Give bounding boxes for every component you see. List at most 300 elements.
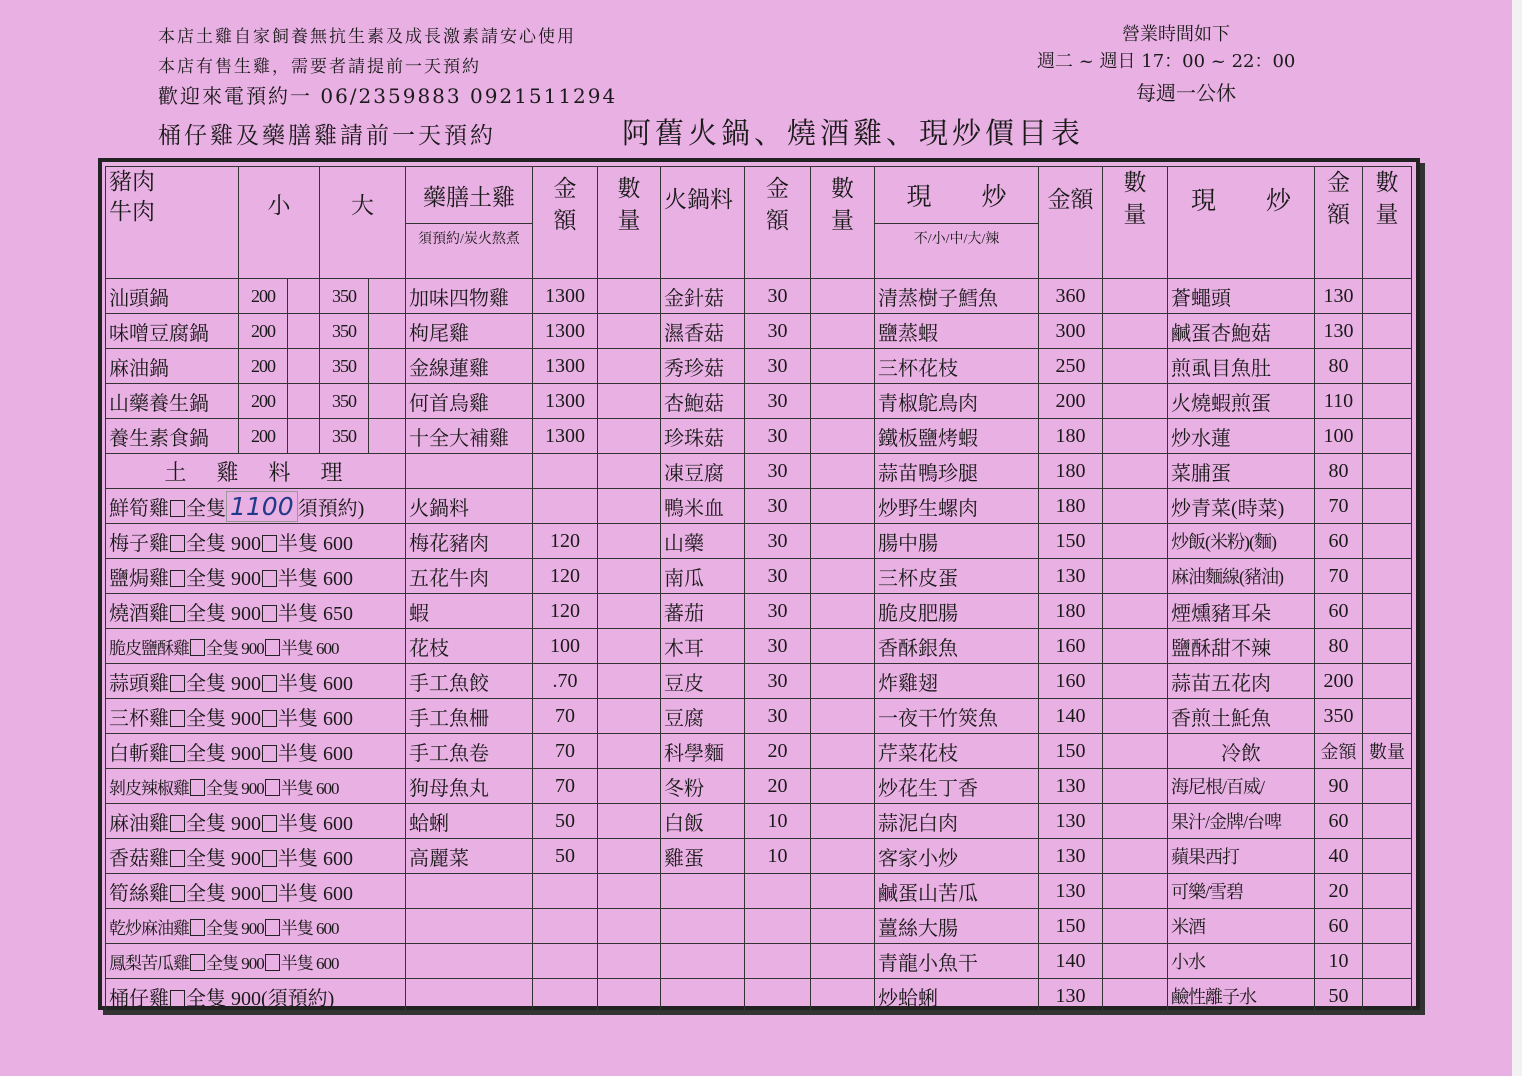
qty-cell [811, 944, 875, 979]
qty-cell [598, 664, 661, 699]
qty-cell [811, 909, 875, 944]
drink-name: 果汁/金牌/台啤 [1168, 804, 1315, 839]
pot-name: 山藥養生鍋 [106, 384, 239, 419]
stirfry-price: 130 [1039, 804, 1103, 839]
closed-day: 每週一公休 [1136, 81, 1236, 105]
qty-char-1: 數 [1123, 170, 1147, 195]
chicken-name: 乾炒麻油雞 [109, 918, 189, 938]
hotpot-meat-name: 狗母魚丸 [406, 769, 533, 804]
pot-large-price: 350 [320, 314, 369, 349]
hotpot-meat-price: 50 [533, 839, 598, 874]
header-beef: 牛肉 [109, 199, 155, 224]
checkbox-icon [262, 675, 277, 692]
empty-cell [533, 874, 598, 909]
qty-cell [598, 454, 661, 489]
table-row [106, 874, 1412, 909]
checkbox-icon [170, 500, 185, 517]
whole-label: 全隻 [186, 847, 226, 870]
chicken-item [106, 664, 406, 699]
half-price: 600 [316, 918, 339, 938]
qty-cell [1363, 629, 1412, 664]
hours-text: 週二 ~ 週日 17：00 ~ 22：00 [1037, 51, 1296, 72]
hotpot-item-price: 30 [745, 349, 811, 384]
pot-name: 麻油鍋 [106, 349, 239, 384]
whole-price: 900 [241, 638, 264, 658]
hotpot-meat-price: 70 [533, 734, 598, 769]
qty-cell [1103, 559, 1168, 594]
hotpot-item-name: 冬粉 [661, 769, 745, 804]
half-label: 半隻 [278, 672, 318, 695]
checkbox-icon [262, 885, 277, 902]
qty-cell [598, 804, 661, 839]
pot-small-price: 200 [239, 384, 288, 419]
page-title: 阿舊火鍋、燒酒雞、現炒價目表 [622, 116, 1085, 150]
table-row [106, 979, 1412, 1014]
qty-cell [811, 804, 875, 839]
stirfry2-price: 60 [1315, 594, 1363, 629]
hotpot-item-name: 科學麵 [661, 734, 745, 769]
qty-cell [811, 839, 875, 874]
checkbox-icon [265, 639, 280, 656]
checkbox-icon [262, 605, 277, 622]
whole-label: 全隻 [206, 918, 238, 938]
checkbox-icon [170, 850, 185, 867]
header-herbal-price [533, 167, 598, 279]
qty-cell [811, 349, 875, 384]
chicken-name: 筍絲雞 [109, 882, 169, 905]
qty-cell [598, 594, 661, 629]
chicken-name: 麻油雞 [109, 812, 169, 835]
qty-cell [1103, 804, 1168, 839]
stirfry-name: 腸中腸 [875, 524, 1039, 559]
table-row [106, 839, 1412, 874]
header-stirfry-amount: 金額 [1039, 167, 1103, 279]
stirfry-price: 180 [1039, 594, 1103, 629]
qty-cell [811, 594, 875, 629]
whole-price: 900 [231, 602, 261, 625]
whole-label: 全隻 [186, 742, 226, 765]
header-stirfry2-price [1315, 167, 1363, 279]
header-hotpot-items: 火鍋料 [661, 167, 745, 279]
qty-cell [598, 489, 661, 524]
checkbox-icon [170, 535, 185, 552]
stirfry-price: 200 [1039, 384, 1103, 419]
half-label: 半隻 [278, 532, 318, 555]
chicken-note: 須預約) [297, 497, 365, 520]
hotpot-item-price: 30 [745, 489, 811, 524]
stirfry-name: 三杯花枝 [875, 349, 1039, 384]
hotpot-item-price: 20 [745, 769, 811, 804]
half-price: 600 [323, 742, 353, 765]
table-row [106, 594, 1412, 629]
chicken-name: 燒酒雞 [109, 602, 169, 625]
qty-cell [1103, 594, 1168, 629]
checkbox-icon [170, 815, 185, 832]
whole-price: 900 [231, 812, 261, 835]
stirfry-price: 130 [1039, 979, 1103, 1014]
pot-small-price: 200 [239, 349, 288, 384]
qty-cell [598, 839, 661, 874]
empty-cell [661, 979, 745, 1014]
stirfry2-price: 200 [1315, 664, 1363, 699]
qty-cell [1103, 909, 1168, 944]
herbal-name: 何首烏雞 [406, 384, 533, 419]
stirfry-price: 160 [1039, 629, 1103, 664]
stirfry-price: 140 [1039, 699, 1103, 734]
empty-cell [406, 874, 533, 909]
stirfry2-name: 蒜苗五花肉 [1168, 664, 1315, 699]
whole-label: 全隻 [186, 532, 226, 555]
drinks-qty-header: 數量 [1363, 734, 1412, 769]
hotpot-item-price: 30 [745, 384, 811, 419]
hotpot-meat-name: 五花牛肉 [406, 559, 533, 594]
table-row [106, 349, 1412, 384]
chicken-name: 香菇雞 [109, 847, 169, 870]
pot-small-qty [288, 419, 320, 454]
qty-cell [1363, 699, 1412, 734]
empty-cell [661, 944, 745, 979]
whole-price: 900 [241, 918, 264, 938]
whole-label: 全隻 [186, 707, 226, 730]
chicken-name: 三杯雞 [109, 707, 169, 730]
header-meat [106, 167, 239, 279]
stirfry-name: 青龍小魚干 [875, 944, 1039, 979]
qty-cell [598, 769, 661, 804]
herbal-price: 1300 [533, 419, 598, 454]
checkbox-icon [190, 919, 205, 936]
stirfry-name: 客家小炒 [875, 839, 1039, 874]
pot-large-price: 350 [320, 419, 369, 454]
qty-cell [598, 909, 661, 944]
chicken-item [106, 769, 406, 804]
stirfry2-name: 香煎土魠魚 [1168, 699, 1315, 734]
qty-cell [1103, 699, 1168, 734]
qty-cell [1363, 279, 1412, 314]
stirfry2-price: 350 [1315, 699, 1363, 734]
herbal-qty [598, 419, 661, 454]
whole-price: 900 [231, 707, 261, 730]
stirfry2-price: 130 [1315, 279, 1363, 314]
half-label: 半隻 [278, 742, 318, 765]
table-row [106, 664, 1412, 699]
table-row [106, 944, 1412, 979]
chicken-name: 脆皮鹽酥雞 [109, 638, 189, 658]
price-char-1: 金 [553, 176, 577, 201]
whole-label: 全隻 [186, 882, 226, 905]
stirfry-price: 180 [1039, 489, 1103, 524]
checkbox-icon [170, 605, 185, 622]
header-stirfry2-qty [1363, 167, 1412, 279]
drink-price: 20 [1315, 874, 1363, 909]
empty-cell [406, 454, 533, 489]
checkbox-icon [262, 710, 277, 727]
qty-cell [1103, 664, 1168, 699]
checkbox-icon [262, 570, 277, 587]
whole-label: 全隻 [186, 987, 226, 1010]
qty-char-2: 量 [617, 208, 641, 233]
hotpot-item-name: 蕃茄 [661, 594, 745, 629]
stirfry-price: 130 [1039, 559, 1103, 594]
chicken-item [106, 909, 406, 944]
hotpot-meat-price: 120 [533, 524, 598, 559]
stirfry-name: 炒花生丁香 [875, 769, 1039, 804]
half-price: 600 [323, 812, 353, 835]
header-stirfry-qty [1103, 167, 1168, 279]
drink-name: 鹼性離子水 [1168, 979, 1315, 1014]
qty-cell [1363, 839, 1412, 874]
hotpot-item-name: 濕香菇 [661, 314, 745, 349]
header-stirfry-2: 現 炒 [1168, 167, 1315, 279]
half-label: 半隻 [278, 812, 318, 835]
hotpot-item-name: 豆皮 [661, 664, 745, 699]
empty-cell [661, 874, 745, 909]
herbal-name: 加味四物雞 [406, 279, 533, 314]
hotpot-item-price: 10 [745, 804, 811, 839]
pot-small-price: 200 [239, 314, 288, 349]
table-row [106, 279, 1412, 314]
stirfry2-name: 鹹蛋杏鮑菇 [1168, 314, 1315, 349]
herbal-price: 1300 [533, 279, 598, 314]
hotpot-item-price: 30 [745, 419, 811, 454]
chicken-item [106, 699, 406, 734]
checkbox-icon [170, 745, 185, 762]
qty-cell [1103, 454, 1168, 489]
qty-cell [1363, 909, 1412, 944]
half-price: 650 [323, 602, 353, 625]
header-small: 小 [239, 167, 320, 279]
pot-name: 養生素食鍋 [106, 419, 239, 454]
checkbox-icon [170, 990, 185, 1007]
hotpot-item-name: 木耳 [661, 629, 745, 664]
qty-cell [1103, 279, 1168, 314]
whole-label: 全隻 [186, 602, 226, 625]
qty-cell [1363, 524, 1412, 559]
stirfry-name: 一夜干竹筴魚 [875, 699, 1039, 734]
half-label: 半隻 [278, 567, 318, 590]
pot-large-price: 350 [320, 349, 369, 384]
qty-cell [1363, 314, 1412, 349]
hotpot-meat-name: 手工魚餃 [406, 664, 533, 699]
stirfry2-name: 炒飯(米粉)(麵) [1168, 524, 1315, 559]
qty-cell [811, 559, 875, 594]
chicken-name: 剝皮辣椒雞 [109, 778, 189, 798]
header-pork: 豬肉 [109, 169, 155, 194]
stirfry-price: 130 [1039, 874, 1103, 909]
empty-cell [533, 489, 598, 524]
whole-price: 900 [231, 882, 261, 905]
herbal-name: 十全大補雞 [406, 419, 533, 454]
stirfry2-name: 鹽酥甜不辣 [1168, 629, 1315, 664]
qty-cell [598, 524, 661, 559]
empty-cell [533, 909, 598, 944]
stirfry2-price: 130 [1315, 314, 1363, 349]
hotpot-meat-price: 50 [533, 804, 598, 839]
drink-name: 蘋果西打 [1168, 839, 1315, 874]
whole-price: 900 [231, 532, 261, 555]
stirfry-price: 150 [1039, 734, 1103, 769]
qty-cell [598, 699, 661, 734]
drink-price: 60 [1315, 909, 1363, 944]
hotpot-item-name: 雞蛋 [661, 839, 745, 874]
half-price: 600 [323, 532, 353, 555]
chicken-item [106, 839, 406, 874]
qty-cell [1103, 839, 1168, 874]
stirfry-name: 青椒鴕鳥肉 [875, 384, 1039, 419]
hotpot-item-price: 30 [745, 699, 811, 734]
qty-cell [811, 489, 875, 524]
table-row [106, 524, 1412, 559]
chicken-item [106, 944, 406, 979]
table-row [106, 489, 1412, 524]
hotpot-meat-price: 120 [533, 594, 598, 629]
qty-cell [1103, 979, 1168, 1014]
chicken-item [106, 979, 406, 1014]
half-label: 半隻 [278, 602, 318, 625]
pot-large-qty [369, 419, 406, 454]
pot-small-price: 200 [239, 279, 288, 314]
chicken-item [106, 559, 406, 594]
hotpot-item-price: 10 [745, 839, 811, 874]
stirfry-name: 鹽蒸蝦 [875, 314, 1039, 349]
checkbox-icon [170, 570, 185, 587]
herbal-qty [598, 349, 661, 384]
checkbox-icon [170, 710, 185, 727]
chicken-name: 桶仔雞 [109, 987, 169, 1010]
menu-table [105, 166, 1412, 1014]
qty-cell [811, 769, 875, 804]
chicken-item [106, 629, 406, 664]
herbal-price: 1300 [533, 384, 598, 419]
price-char-1: 金 [766, 176, 789, 201]
checkbox-icon [170, 885, 185, 902]
table-row [106, 419, 1412, 454]
table-row [106, 559, 1412, 594]
qty-cell [598, 874, 661, 909]
chicken-name: 白斬雞 [109, 742, 169, 765]
herbal-price: 1300 [533, 314, 598, 349]
herbal-qty [598, 279, 661, 314]
qty-cell [811, 664, 875, 699]
qty-cell [1363, 454, 1412, 489]
hours-title: 營業時間如下 [1122, 24, 1230, 45]
table-row [106, 769, 1412, 804]
stirfry2-price: 100 [1315, 419, 1363, 454]
scan-edge [1512, 0, 1522, 1076]
handwritten-price: 1100 [226, 491, 298, 522]
header-herbal-note: 須預約/炭火熬煮 [406, 224, 533, 279]
qty-cell [1363, 874, 1412, 909]
hotpot-item-name: 南瓜 [661, 559, 745, 594]
half-label: 半隻 [280, 953, 313, 973]
empty-cell [406, 979, 533, 1014]
qty-cell [1363, 349, 1412, 384]
half-price: 600 [323, 882, 353, 905]
stirfry-name: 三杯皮蛋 [875, 559, 1039, 594]
qty-char-2: 量 [831, 208, 854, 233]
half-price: 600 [323, 567, 353, 590]
qty-cell [598, 944, 661, 979]
hotpot-meat-header: 火鍋料 [406, 489, 533, 524]
drink-name: 海尼根/百威/ [1168, 769, 1315, 804]
qty-cell [811, 419, 875, 454]
qty-cell [1363, 489, 1412, 524]
qty-cell [1363, 804, 1412, 839]
drink-name: 米酒 [1168, 909, 1315, 944]
hotpot-meat-name: 梅花豬肉 [406, 524, 533, 559]
stirfry2-name: 炒青菜(時菜) [1168, 489, 1315, 524]
pot-small-qty [288, 314, 320, 349]
drinks-header: 冷飲 [1168, 734, 1315, 769]
half-price: 600 [316, 638, 339, 658]
half-label: 半隻 [278, 882, 318, 905]
half-price: 600 [323, 707, 353, 730]
whole-label: 全隻 [186, 497, 226, 520]
hotpot-item-price: 30 [745, 594, 811, 629]
qty-cell [598, 979, 661, 1014]
hotpot-meat-name: 蛤蜊 [406, 804, 533, 839]
empty-cell [533, 944, 598, 979]
stirfry-price: 180 [1039, 419, 1103, 454]
empty-cell [406, 909, 533, 944]
drink-name: 可樂/雪碧 [1168, 874, 1315, 909]
empty-cell [745, 909, 811, 944]
hotpot-meat-name: 手工魚卷 [406, 734, 533, 769]
chicken-item [106, 524, 406, 559]
chicken-name: 蒜頭雞 [109, 672, 169, 695]
qty-cell [1103, 419, 1168, 454]
drink-price: 50 [1315, 979, 1363, 1014]
qty-char-1: 數 [831, 176, 854, 201]
qty-cell [1103, 524, 1168, 559]
qty-cell [1363, 979, 1412, 1014]
drink-price: 60 [1315, 804, 1363, 839]
hotpot-item-name: 鴨米血 [661, 489, 745, 524]
stirfry-name: 炒野生螺肉 [875, 489, 1039, 524]
qty-cell [1103, 384, 1168, 419]
header-large: 大 [320, 167, 406, 279]
chicken-name: 鮮筍雞 [109, 497, 169, 520]
stirfry-price: 150 [1039, 524, 1103, 559]
header-herbal: 藥膳土雞 [406, 167, 533, 224]
stirfry-price: 150 [1039, 909, 1103, 944]
table-row [106, 804, 1412, 839]
table-row [106, 909, 1412, 944]
hotpot-item-price: 30 [745, 524, 811, 559]
header-stirfry-1: 現 炒 [875, 167, 1039, 224]
qty-cell [811, 734, 875, 769]
herbal-qty [598, 314, 661, 349]
stirfry2-name: 麻油麵線(豬油) [1168, 559, 1315, 594]
qty-cell [811, 279, 875, 314]
stirfry-name: 香酥銀魚 [875, 629, 1039, 664]
chicken-item [106, 594, 406, 629]
drink-price: 90 [1315, 769, 1363, 804]
qty-char-1: 數 [1375, 170, 1399, 195]
whole-price: 900 [231, 567, 261, 590]
qty-cell [811, 524, 875, 559]
pot-large-qty [369, 349, 406, 384]
chicken-item [106, 804, 406, 839]
qty-cell [1363, 419, 1412, 454]
qty-cell [1363, 664, 1412, 699]
qty-cell [811, 979, 875, 1014]
empty-cell [533, 979, 598, 1014]
qty-cell [1103, 489, 1168, 524]
pot-large-price: 350 [320, 384, 369, 419]
notice-reservation: 桶仔雞及藥膳雞請前一天預約 [158, 123, 496, 149]
herbal-name: 金線蓮雞 [406, 349, 533, 384]
stirfry-price: 130 [1039, 769, 1103, 804]
